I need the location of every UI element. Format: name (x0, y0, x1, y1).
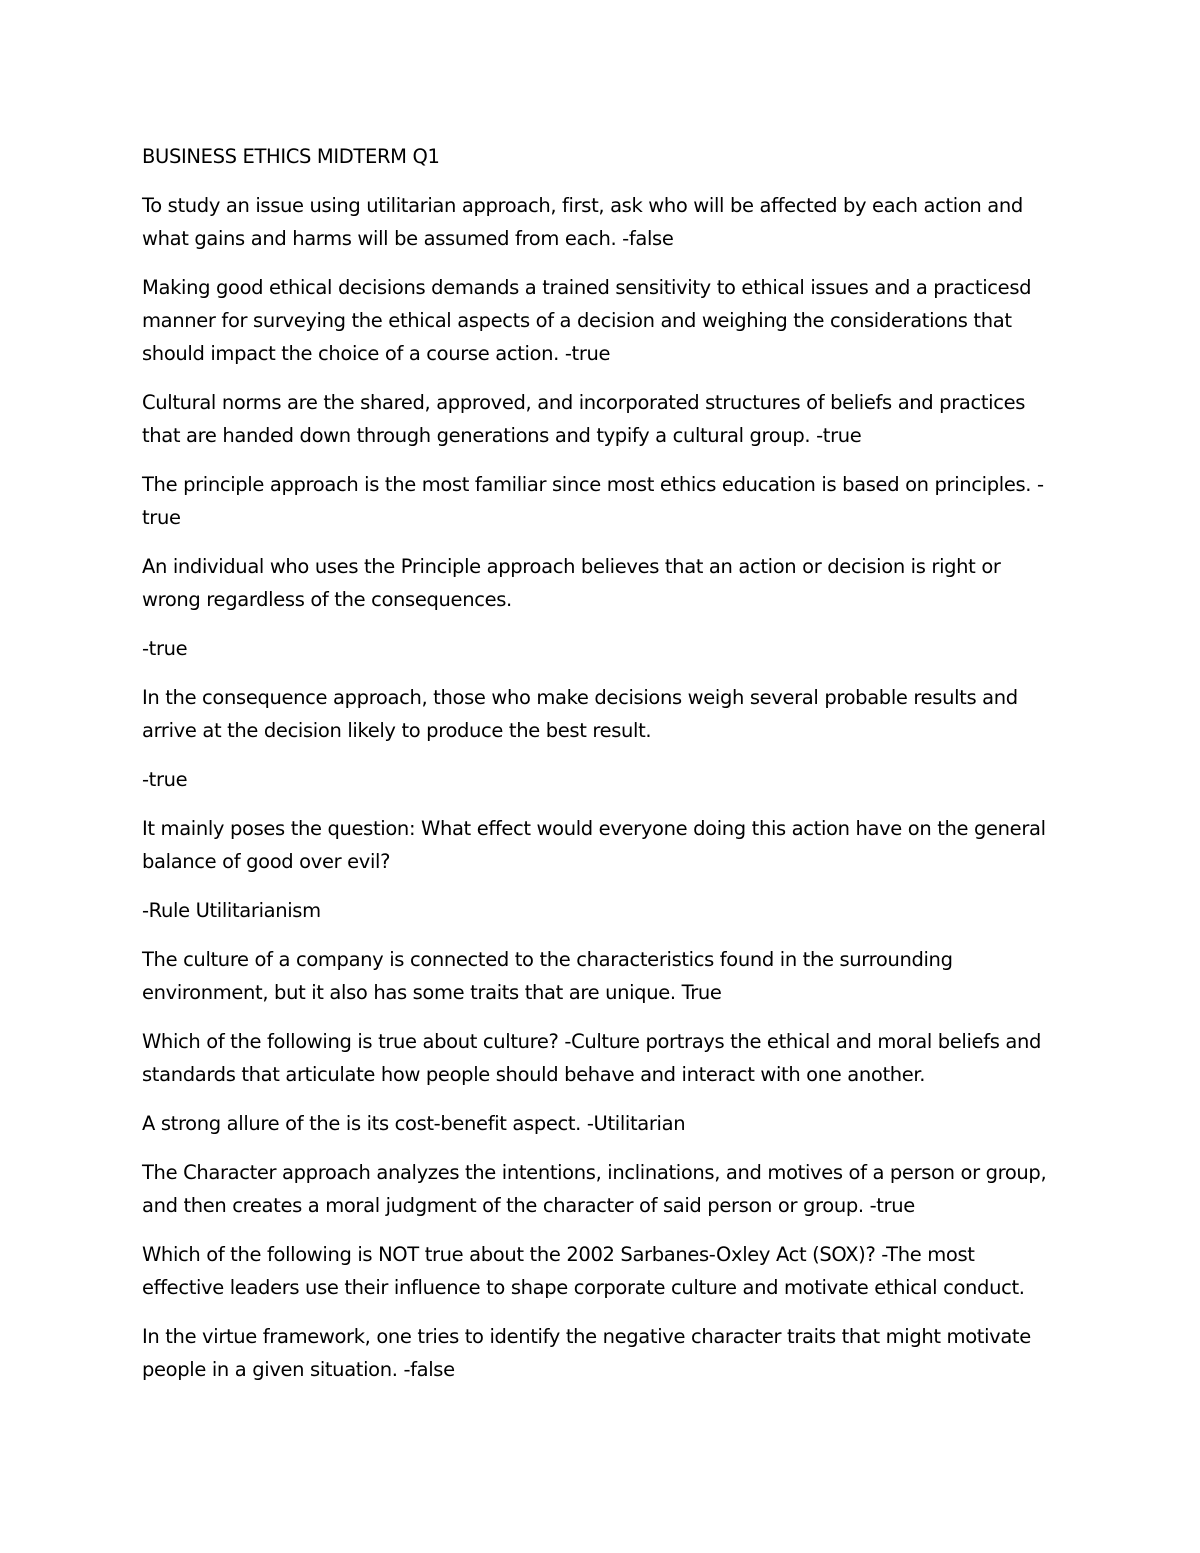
paragraph: The principle approach is the most familiar since most ethics education is based on principles. -true (142, 473, 1044, 529)
paragraph: In the consequence approach, those who make decisions weigh several probable results and arrive at the decision likely to produce the best result. (142, 686, 1018, 742)
paragraph: -true (142, 768, 188, 791)
paragraph: Making good ethical decisions demands a trained sensitivity to ethical issues and a practicesd manner for surveying the ethical aspects of a decision and weighing the considerations that should impact the choice of a course action. -true (142, 276, 1032, 365)
paragraph: A strong allure of the is its cost-benefit aspect. -Utilitarian (142, 1112, 686, 1135)
paragraph: In the virtue framework, one tries to identify the negative character traits that might motivate people in a given situation. -false (142, 1325, 1031, 1381)
paragraph: An individual who uses the Principle approach believes that an action or decision is right or wrong regardless of the consequences. (142, 555, 1001, 611)
paragraph: It mainly poses the question: What effect would everyone doing this action have on the general balance of good over evil? (142, 817, 1046, 873)
paragraph: To study an issue using utilitarian approach, first, ask who will be affected by each action and what gains and harms will be assumed from each. -false (142, 194, 1023, 250)
paragraph: -Rule Utilitarianism (142, 899, 321, 922)
paragraph: Which of the following is true about culture? -Culture portrays the ethical and moral beliefs and standards that articulate how people should behave and interact with one another. (142, 1030, 1042, 1086)
paragraph: The culture of a company is connected to the characteristics found in the surrounding environment, but it also has some traits that are unique. True (142, 948, 953, 1004)
document-body (142, 140, 1062, 1402)
paragraph: Cultural norms are the shared, approved, and incorporated structures of beliefs and practices that are handed down through generations and typify a cultural group. -true (142, 391, 1026, 447)
document-title: BUSINESS ETHICS MIDTERM Q1 (142, 145, 440, 168)
paragraph: Which of the following is NOT true about the 2002 Sarbanes-Oxley Act (SOX)? -The most effective leaders use their influence to shape corporate culture and motivate ethical conduct. (142, 1243, 1025, 1299)
paragraph: -true (142, 637, 188, 660)
paragraph: The Character approach analyzes the intentions, inclinations, and motives of a person or group, and then creates a moral judgment of the character of said person or group. -true (142, 1161, 1047, 1217)
